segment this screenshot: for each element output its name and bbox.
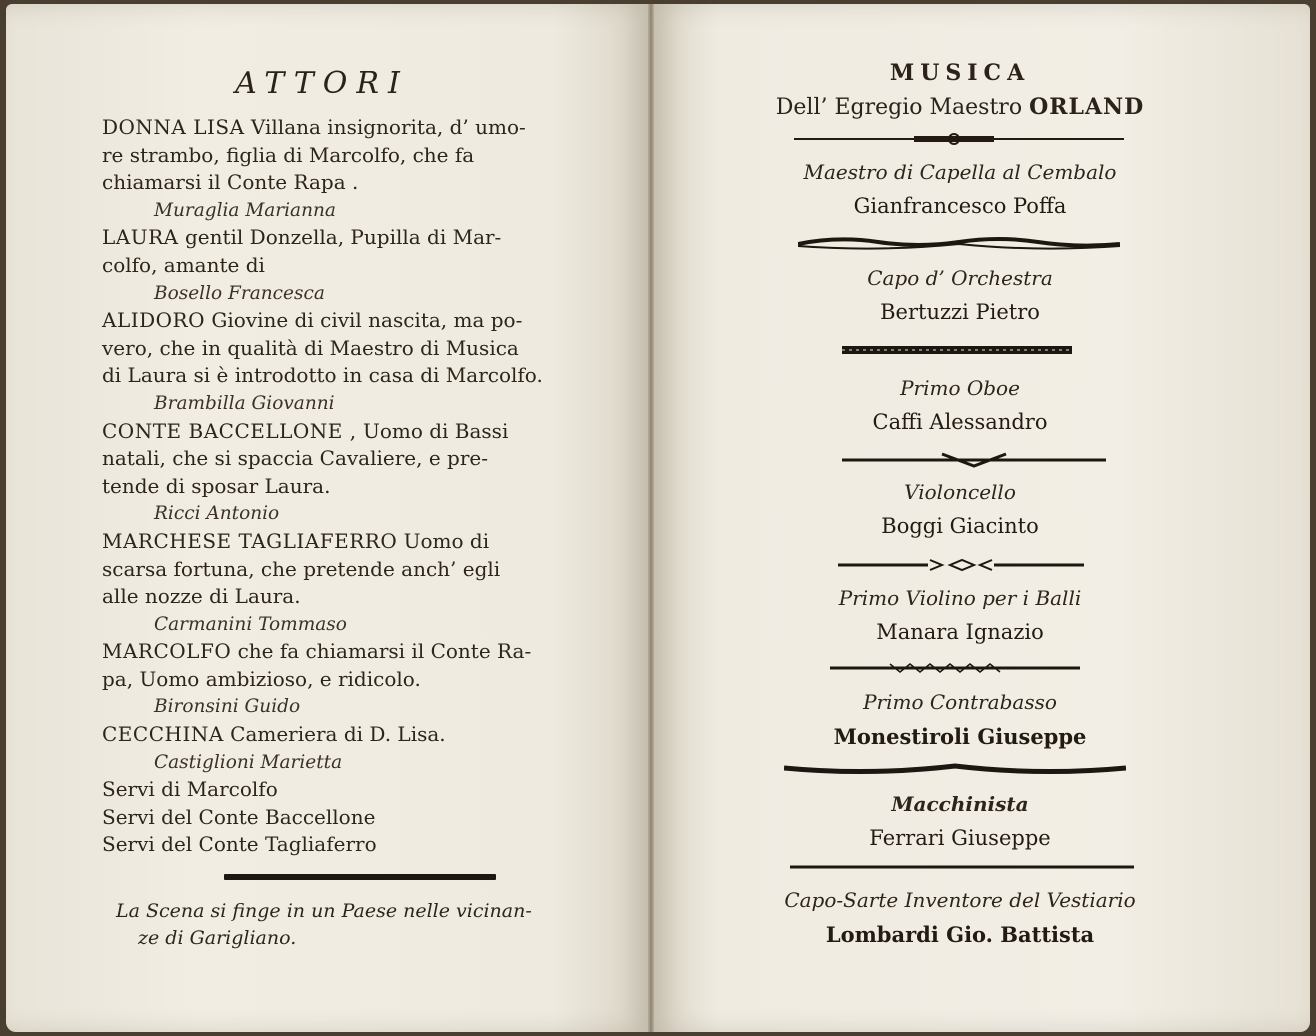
- ornament-divider: [794, 132, 1124, 146]
- ornament-divider: [842, 452, 1106, 468]
- actor-name: Bironsini Guido: [154, 696, 301, 718]
- cast-entry-cecchina: [102, 721, 612, 776]
- staff-role: Maestro di Capella al Cembalo: [803, 160, 1117, 184]
- role-desc: chiamarsi il Conte Rapa .: [102, 170, 359, 195]
- role-desc: Uomo di: [403, 528, 490, 553]
- role-desc: natali, che si spaccia Cavaliere, e pre-: [102, 446, 488, 471]
- scene-note: [116, 898, 616, 952]
- role-name: LAURA: [102, 225, 179, 250]
- actor-name: Muraglia Marianna: [154, 199, 336, 221]
- cast-title: ATTORI: [235, 66, 409, 101]
- role-desc: vero, che in qualità di Maestro di Musica: [102, 335, 519, 360]
- role-name: MARCOLFO: [102, 639, 232, 664]
- cast-entry-marchese-tagliaferro: [102, 528, 612, 638]
- cast-entry-marcolfo: [102, 638, 612, 721]
- role-desc: gentil Donzella, Pupilla di Mar-: [184, 225, 502, 250]
- staff-name: Boggi Giacinto: [881, 514, 1039, 538]
- ornament-divider: [842, 344, 1072, 356]
- role-desc: colfo, amante di: [102, 252, 265, 277]
- actor-name: Ricci Antonio: [154, 503, 280, 525]
- staff-name: Lombardi Gio. Battista: [825, 922, 1095, 947]
- staff-role: Macchinista: [891, 792, 1029, 816]
- music-title: MUSICA: [889, 60, 1031, 86]
- ornament-divider: [784, 760, 1126, 778]
- servants-line: Servi del Conte Tagliaferro: [102, 832, 377, 857]
- actor-name: Castiglioni Marietta: [154, 751, 343, 773]
- cast-entry-laura: [102, 224, 612, 307]
- cast-entry-donna-lisa: [102, 114, 612, 224]
- actor-name: Carmanini Tommaso: [154, 613, 347, 635]
- scene-note-line: La Scena si finge in un Paese nelle vicinan-: [116, 900, 532, 922]
- role-desc: Cameriera di D. Lisa.: [230, 722, 446, 747]
- staff-role: Violoncello: [904, 480, 1016, 504]
- ornament-divider: [798, 234, 1120, 254]
- role-name: ALIDORO: [102, 308, 206, 333]
- staff-name: Bertuzzi Pietro: [880, 300, 1040, 324]
- composer-prefix: Dell’ Egregio Maestro: [775, 95, 1023, 120]
- role-name: DONNA LISA: [102, 115, 245, 139]
- staff-role: Capo d’ Orchestra: [867, 266, 1053, 290]
- staff-name: Monestiroli Giuseppe: [833, 724, 1087, 749]
- role-desc: Villana insignorita, d’ umo-: [250, 115, 526, 139]
- staff-role: Primo Violino per i Balli: [838, 586, 1082, 610]
- composer-name: ORLAND: [1029, 94, 1145, 120]
- role-desc: alle nozze di Laura.: [102, 584, 301, 609]
- role-desc: di Laura si è introdotto in casa di Marcolfo.: [102, 363, 543, 388]
- staff-name: Caffi Alessandro: [872, 410, 1048, 434]
- actor-name: Bosello Francesca: [154, 282, 325, 304]
- servants-line: Servi del Conte Baccellone: [102, 804, 376, 829]
- role-name: CONTE BACCELLONE ,: [102, 418, 357, 443]
- servants-line: Servi di Marcolfo: [102, 777, 278, 802]
- ornament-divider: [830, 662, 1080, 674]
- role-desc: re strambo, figlia di Marcolfo, che fa: [102, 142, 475, 167]
- scene-note-line: ze di Garigliano.: [138, 927, 297, 949]
- role-desc: Giovine di civil nascita, ma po-: [211, 308, 523, 333]
- role-desc: pa, Uomo ambizioso, e ridicolo.: [102, 666, 421, 691]
- music-composer-line: [652, 94, 1268, 120]
- role-desc: scarsa fortuna, che pretende anch’ egli: [102, 556, 501, 581]
- role-name: MARCHESE TAGLIAFERRO: [102, 528, 398, 553]
- role-name: CECCHINA: [102, 722, 224, 747]
- staff-name: Ferrari Giuseppe: [869, 826, 1051, 850]
- divider-rule: [224, 874, 496, 880]
- staff-role: Primo Contrabasso: [863, 690, 1057, 714]
- cast-entry-conte-baccellone: [102, 418, 612, 528]
- staff-role: Primo Oboe: [900, 376, 1020, 400]
- ornament-divider: [790, 862, 1134, 872]
- ornament-divider: [838, 558, 1084, 572]
- cast-entry-alidoro: [102, 307, 612, 417]
- staff-role: Capo-Sarte Inventore del Vestiario: [784, 888, 1136, 912]
- role-desc: tende di sposar Laura.: [102, 473, 331, 498]
- staff-name: Gianfrancesco Poffa: [853, 194, 1067, 218]
- actor-name: Brambilla Giovanni: [154, 392, 335, 414]
- role-desc: che fa chiamarsi il Conte Ra-: [237, 639, 532, 664]
- cast-list: [102, 114, 612, 859]
- role-desc: Uomo di Bassi: [362, 418, 509, 443]
- staff-name: Manara Ignazio: [876, 620, 1044, 644]
